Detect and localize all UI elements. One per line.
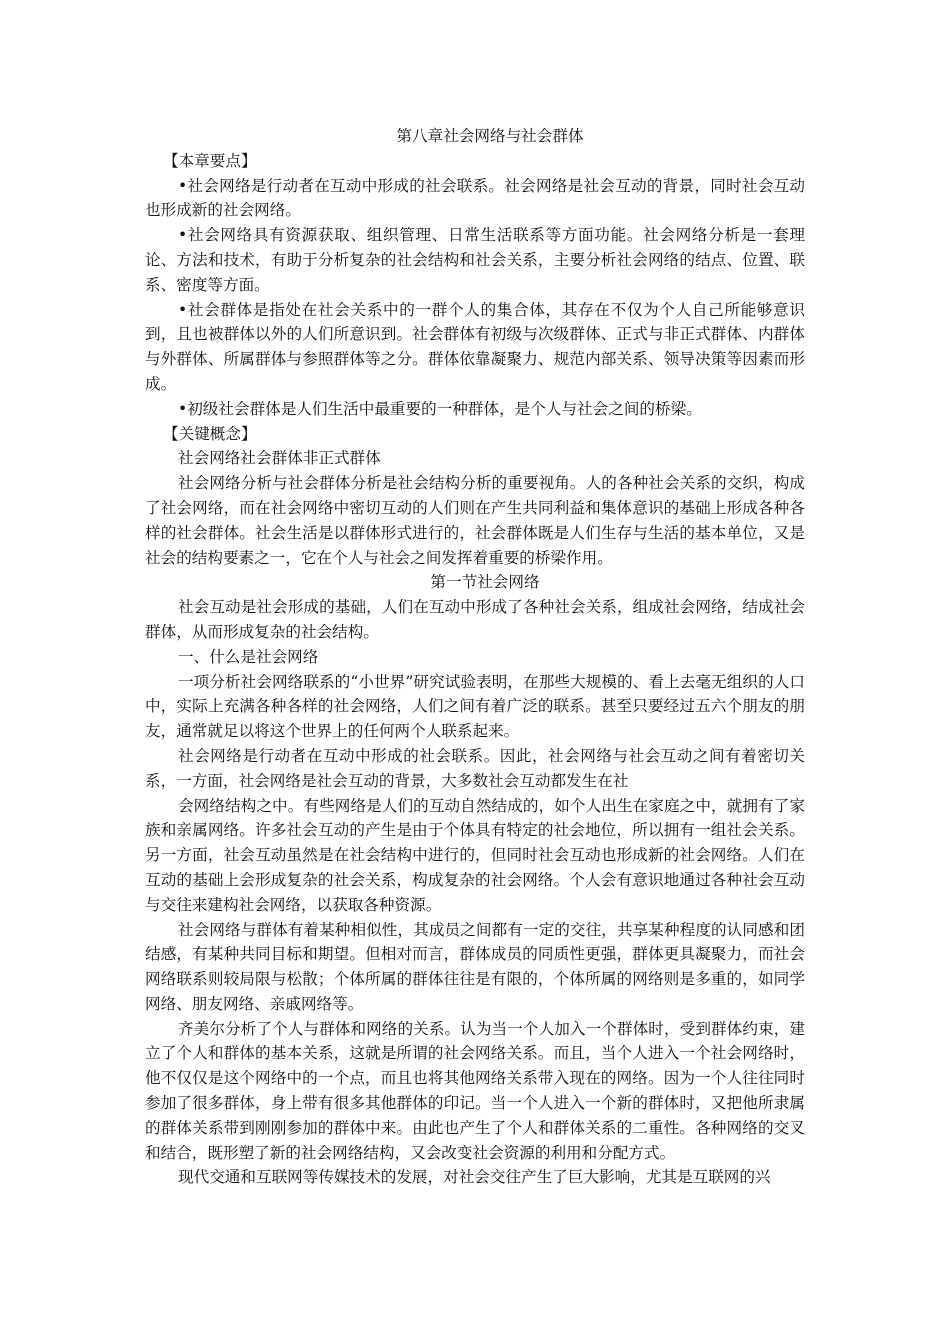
key-concepts-heading: 【关键概念】 xyxy=(163,424,257,443)
key-point-4: •初级社会群体是人们生活中最重要的一种群体，是个人与社会之间的桥梁。 xyxy=(178,399,702,418)
document-page xyxy=(145,124,805,1190)
paragraph-1: 一项分析社会网络联系的“小世界”研究试验表明，在那些大规模的、看上去毫无组织的人口中，实际上充满各种各样的社会网络，人们之间有着广泛的联系。甚至只要经过五六个朋友的朋友，通常就足以将这个世界上的任何两个人联系起来。 xyxy=(145,672,805,741)
chapter-intro: 社会网络分析与社会群体分析是社会结构分析的重要视角。人的各种社会关系的交织，构成了社会网络，而在社会网络中密切互动的人们则在产生共同利益和集体意识的基础上形成各种各样的社会群体。社会生活是以群体形式进行的，社会群体既是人们生存与生活的基本单位，又是社会的结构要素之一，它在个人与社会之间发挥着重要的桥梁作用。 xyxy=(145,474,805,567)
paragraph-2: 社会网络是行动者在互动中形成的社会联系。因此，社会网络与社会互动之间有着密切关系，一方面，社会网络是社会互动的背景，大多数社会互动都发生在社 xyxy=(145,746,805,790)
key-points-heading: 【本章要点】 xyxy=(163,151,257,170)
paragraph-6: 现代交通和互联网等传媒技术的发展，对社会交往产生了巨大影响，尤其是互联网的兴 xyxy=(178,1168,771,1187)
key-concepts: 社会网络社会群体非正式群体 xyxy=(178,449,381,468)
subsection-title: 一、什么是社会网络 xyxy=(178,647,319,666)
paragraph-3: 会网络结构之中。有些网络是人们的互动自然结成的，如个人出生在家庭之中，就拥有了家族和亲属网络。许多社会互动的产生是由于个体具有特定的社会地位，所以拥有一组社会关系。另一方面，社会互动虽然是在社会结构中进行的，但同时社会互动也形成新的社会网络。人们在互动的基础上会形成复杂的社会关系，构成复杂的社会网络。个人会有意识地通过各种社会互动与交往来建构社会网络，以获取各种资源。 xyxy=(145,796,805,914)
section-title: 第一节社会网络 xyxy=(430,573,540,592)
key-point-3: •社会群体是指处在社会关系中的一群个人的集合体，其存在不仅为个人自己所能够意识到，且也被群体以外的人们所意识到。社会群体有初级与次级群体、正式与非正式群体、内群体与外群体、所属群体与参照群体等之分。群体依靠凝聚力、规范内部关系、领导决策等因素而形成。 xyxy=(145,300,805,393)
paragraph-5: 齐美尔分析了个人与群体和网络的关系。认为当一个人加入一个群体时，受到群体约束，建立了个人和群体的基本关系，这就是所谓的社会网络关系。而且，当个人进入一个社会网络时，他不仅仅是这个网络中的一个点，而且也将其他网络关系带入现在的网络。因为一个人往往同时参加了很多群体，身上带有很多其他群体的印记。当一个人进入一个新的群体时，又把他所隶属的群体关系带到刚刚参加的群体中来。由此也产生了个人和群体关系的二重性。各种网络的交叉和结合，既形塑了新的社会网络结构，又会改变社会资源的利用和分配方式。 xyxy=(145,1019,805,1162)
key-point-1: •社会网络是行动者在互动中形成的社会联系。社会网络是社会互动的背景，同时社会互动也形成新的社会网络。 xyxy=(145,176,805,220)
paragraph-4: 社会网络与群体有着某种相似性，其成员之间都有一定的交往，共享某种程度的认同感和团结感，有某种共同目标和期望。但相对而言，群体成员的同质性更强，群体更具凝聚力，而社会网络联系则较局限与松散；个体所属的群体往往是有限的，个体所属的网络则是多重的，如同学网络、朋友网络、亲戚网络等。 xyxy=(145,920,805,1013)
key-point-2: •社会网络具有资源获取、组织管理、日常生活联系等方面功能。社会网络分析是一套理论、方法和技术，有助于分析复杂的社会结构和社会关系，主要分析社会网络的结点、位置、联系、密度等方面。 xyxy=(145,226,805,294)
chapter-title: 第八章社会网络与社会群体 xyxy=(396,127,584,145)
section-intro: 社会互动是社会形成的基础，人们在互动中形成了各种社会关系，组成社会网络，结成社会群体，从而形成复杂的社会结构。 xyxy=(145,598,805,641)
